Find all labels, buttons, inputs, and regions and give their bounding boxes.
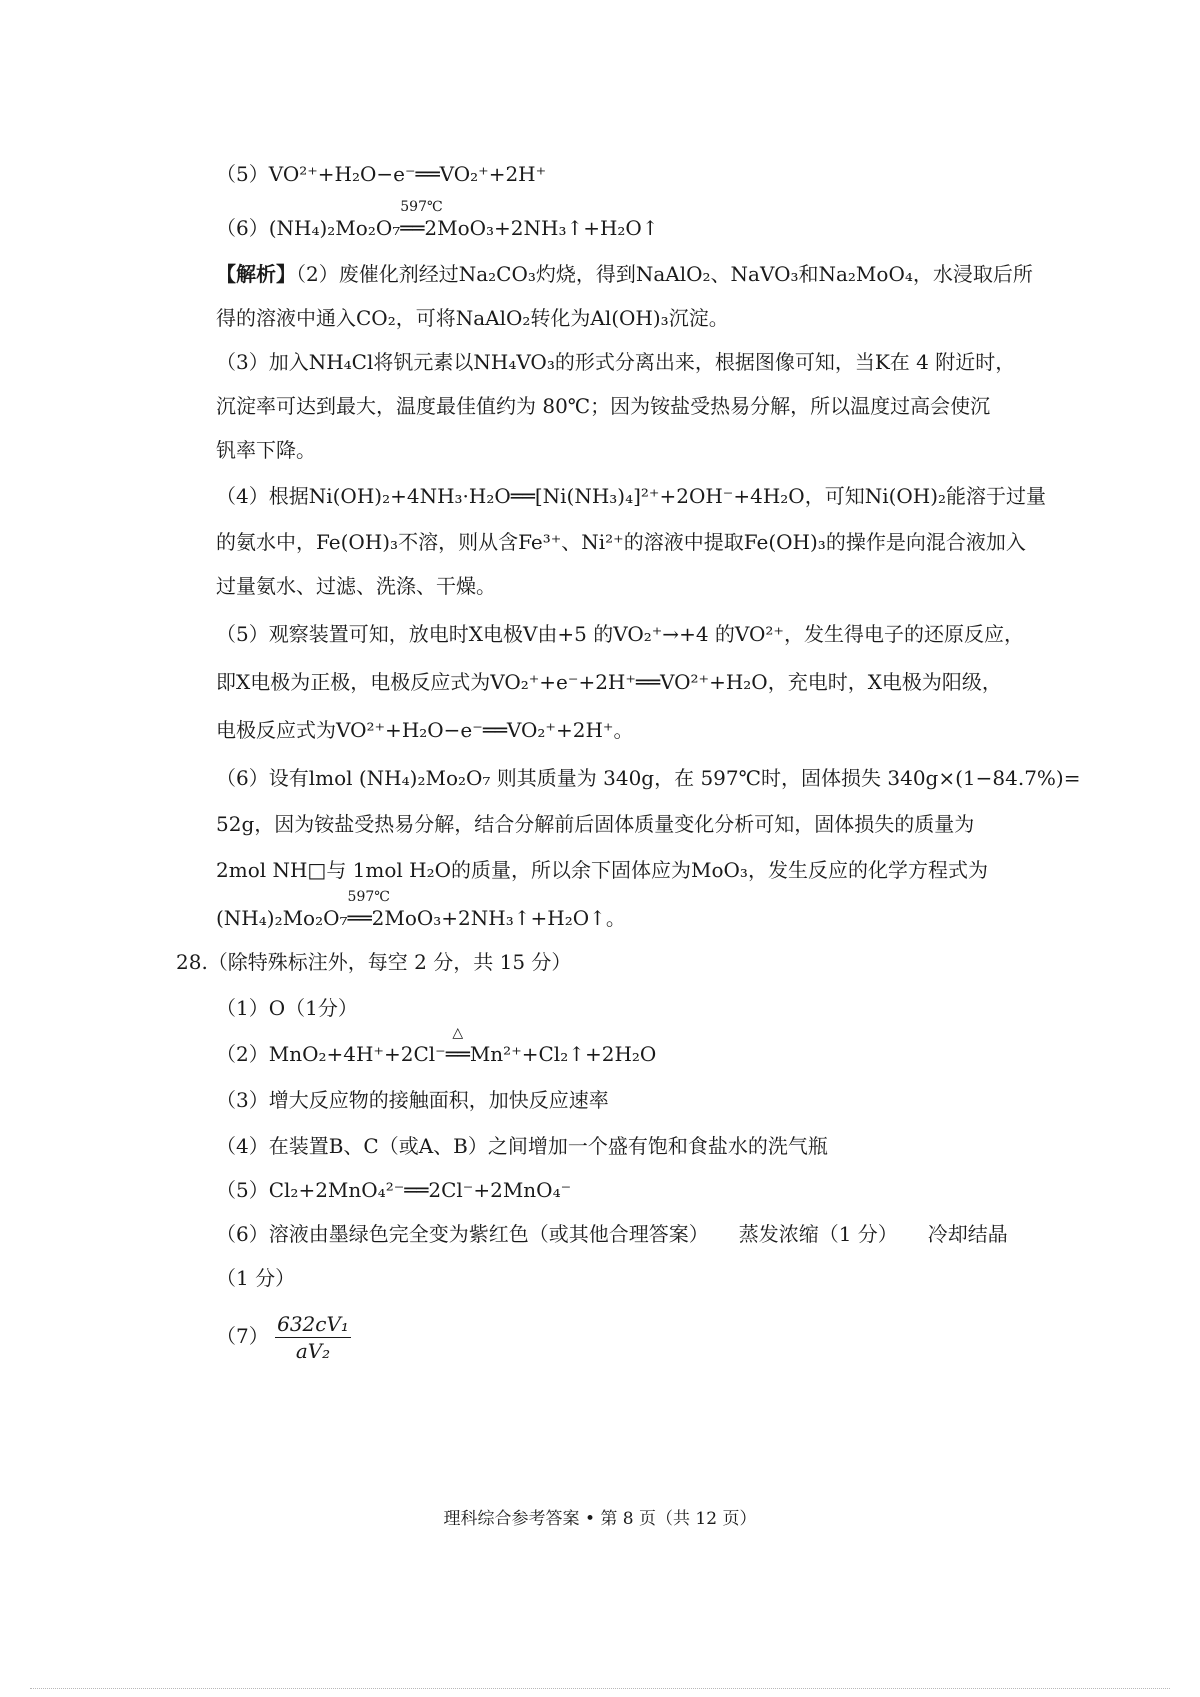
analysis-3b: 沉淀率可达到最大，温度最佳值约为 80℃；因为铵盐受热易分解，所以温度过高会使沉 <box>216 394 991 418</box>
analysis-2a-text: （2）废催化剂经过Na₂CO₃灼烧，得到NaAlO₂、NaVO₃和Na₂MoO₄，水浸取后所 <box>296 262 1033 286</box>
analysis-5a: （5）观察装置可知，放电时X电极V由+5 的VO₂⁺→+4 的VO²⁺，发生得电子的还原反应， <box>216 622 1024 646</box>
analysis-5b: 即X电极为正极，电极反应式为VO₂⁺+e⁻+2H⁺══VO²⁺+H₂O，充电时，X电极为阳级， <box>216 670 1002 694</box>
analysis-3c: 钒率下降。 <box>216 438 316 462</box>
answer-6-arrow: 597℃ ══ <box>400 199 443 240</box>
q28-answer-1: （1）O（1分） <box>216 996 358 1020</box>
q28-answer-2-arrow: △ ══ <box>445 1025 470 1066</box>
q28-answer-7-fraction <box>275 1311 351 1364</box>
q28-answer-2 <box>216 1025 1036 1068</box>
q28-answer-5: （5）Cl₂+2MnO₄²⁻══2Cl⁻+2MnO₄⁻ <box>216 1178 572 1202</box>
analysis-2a <box>216 260 1036 288</box>
fraction-denominator: aV₂ <box>295 1339 331 1363</box>
analysis-2b: 得的溶液中通入CO₂，可将NaAlO₂转化为Al(OH)₃沉淀。 <box>216 306 729 330</box>
analysis-6d-condition: 597℃ <box>347 889 390 905</box>
analysis-4b: 的氨水中，Fe(OH)₃不溶，则从含Fe³⁺、Ni²⁺的溶液中提取Fe(OH)₃的操作是向混合液加入 <box>216 530 1026 554</box>
q28-answer-7-label: （7） <box>216 1324 269 1348</box>
fraction-numerator: 632cV₁ <box>277 1312 349 1336</box>
q28-answer-2-condition: △ <box>452 1025 464 1041</box>
analysis-4a: （4）根据Ni(OH)₂+4NH₃·H₂O══[Ni(NH₃)₄]²⁺+2OH⁻+4H₂O，可知Ni(OH)₂能溶于过量 <box>216 484 1047 508</box>
analysis-6b: 52g，因为铵盐受热易分解，结合分解前后固体质量变化分析可知，固体损失的质量为 <box>216 812 975 836</box>
page-footer: 理科综合参考答案 • 第 8 页（共 12 页） <box>443 1509 757 1529</box>
analysis-4c: 过量氨水、过滤、洗涤、干燥。 <box>216 574 496 598</box>
q28-answer-2-reactant: （2）MnO₂+4H⁺+2Cl⁻ <box>216 1042 446 1066</box>
q28-answer-3: （3）增大反应物的接触面积，加快反应速率 <box>216 1088 609 1112</box>
analysis-6d-product: 2MoO₃+2NH₃↑+H₂O↑。 <box>371 906 626 930</box>
analysis-6d <box>216 889 1036 932</box>
analysis-6c: 2mol NH□与 1mol H₂O的质量，所以余下固体应为MoO₃，发生反应的化学方程式为 <box>216 858 988 882</box>
analysis-3a: （3）加入NH₄Cl将钒元素以NH₄VO₃的形式分离出来，根据图像可知，当K在 4 附近时， <box>216 350 1016 374</box>
analysis-heading: 【解析】 <box>216 262 296 286</box>
analysis-6a: （6）设有lmol (NH₄)₂Mo₂O₇ 则其质量为 340g，在 597℃时，固体损失 340g×(1−84.7%)= <box>216 766 1081 790</box>
analysis-6d-reactant: (NH₄)₂Mo₂O₇ <box>216 906 348 930</box>
answer-5: （5）VO²⁺+H₂O−e⁻══VO₂⁺+2H⁺ <box>216 162 547 186</box>
scan-bottom-border <box>30 1688 1170 1691</box>
question-28-heading: 28.（除特殊标注外，每空 2 分，共 15 分） <box>176 950 572 974</box>
analysis-5c: 电极反应式为VO²⁺+H₂O−e⁻══VO₂⁺+2H⁺。 <box>216 718 634 742</box>
q28-answer-6a: （6）溶液由墨绿色完全变为紫红色（或其他合理答案） 蒸发浓缩（1 分） 冷却结晶 <box>216 1222 1008 1246</box>
q28-answer-7 <box>216 1310 1036 1364</box>
answer-6-product: 2MoO₃+2NH₃↑+H₂O↑ <box>424 216 659 240</box>
q28-answer-2-product: Mn²⁺+Cl₂↑+2H₂O <box>469 1042 657 1066</box>
answer-6-reactant: （6）(NH₄)₂Mo₂O₇ <box>216 216 401 240</box>
answer-6 <box>216 199 1036 242</box>
q28-answer-6b: （1 分） <box>216 1266 296 1290</box>
answer-6-condition: 597℃ <box>400 199 443 215</box>
q28-answer-4: （4）在装置B、C（或A、B）之间增加一个盛有饱和食盐水的洗气瓶 <box>216 1134 828 1158</box>
analysis-6d-arrow: 597℃ ══ <box>347 889 390 930</box>
